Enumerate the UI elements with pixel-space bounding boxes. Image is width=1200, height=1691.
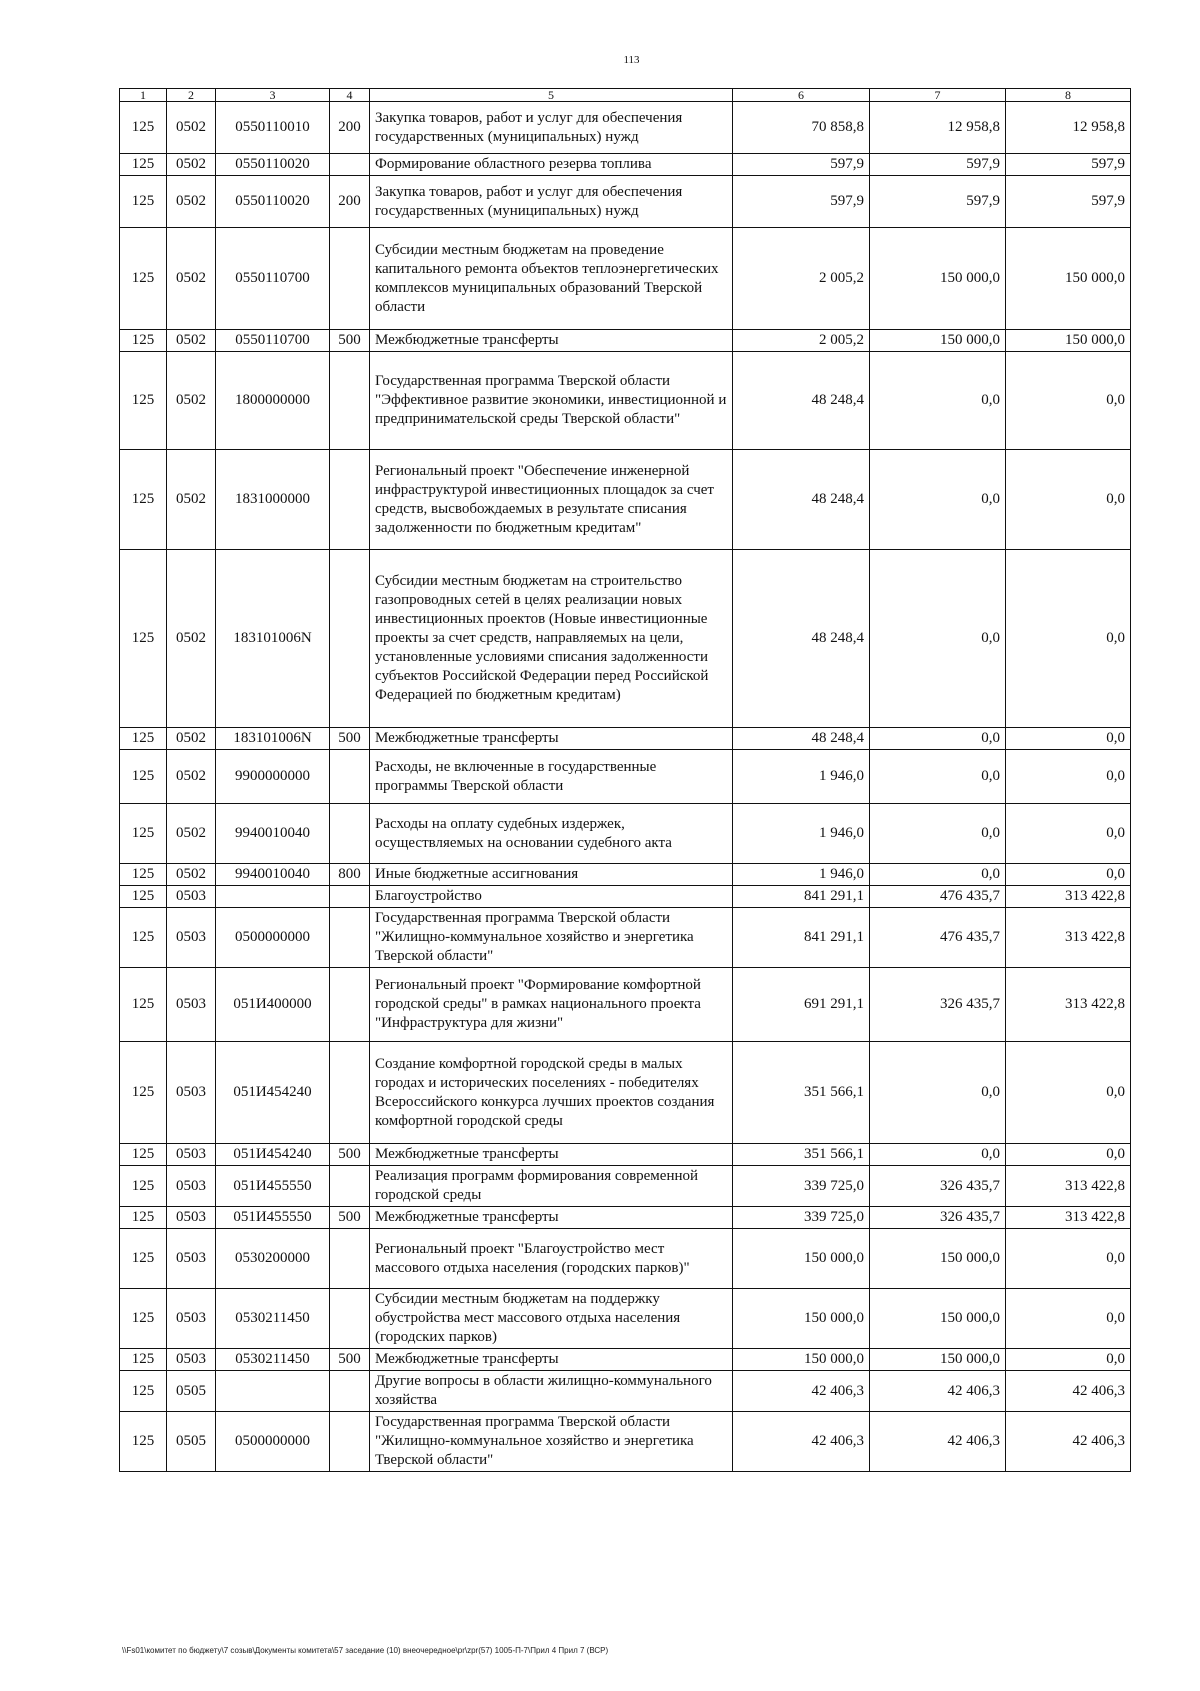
expense-type-cell: 800 [330,864,370,886]
section-code-cell: 0502 [167,352,216,450]
ved-cell: 125 [120,550,167,728]
ved-cell: 125 [120,176,167,228]
ved-cell: 125 [120,1207,167,1229]
expense-type-cell: 500 [330,330,370,352]
target-article-cell [216,886,330,908]
amount-col8-cell: 0,0 [1006,1229,1131,1289]
amount-col7-cell: 0,0 [870,864,1006,886]
amount-col6-cell: 48 248,4 [733,550,870,728]
table-row [120,1042,1131,1144]
expense-type-cell [330,804,370,864]
table-row [120,886,1131,908]
column-number: 3 [216,89,330,102]
amount-col7-cell: 0,0 [870,450,1006,550]
item-name-cell: Межбюджетные трансферты [370,1144,733,1166]
amount-col7-cell: 0,0 [870,804,1006,864]
expense-type-cell [330,750,370,804]
item-name-cell: Другие вопросы в области жилищно-коммунального хозяйства [370,1371,733,1412]
expense-type-cell [330,908,370,968]
table-row [120,728,1131,750]
amount-col7-cell: 0,0 [870,1144,1006,1166]
table-row [120,1349,1131,1371]
column-number-row [120,89,1131,102]
amount-col7-cell: 0,0 [870,728,1006,750]
table-row [120,750,1131,804]
amount-col6-cell: 351 566,1 [733,1144,870,1166]
budget-table [119,88,1131,1472]
ved-cell: 125 [120,352,167,450]
section-code-cell: 0505 [167,1371,216,1412]
table-row [120,968,1131,1042]
amount-col6-cell: 841 291,1 [733,886,870,908]
expense-type-cell [330,352,370,450]
amount-col6-cell: 2 005,2 [733,330,870,352]
section-code-cell: 0503 [167,1042,216,1144]
ved-cell: 125 [120,1144,167,1166]
table-row [120,1371,1131,1412]
item-name-cell: Межбюджетные трансферты [370,1207,733,1229]
ved-cell: 125 [120,1289,167,1349]
table-row [120,154,1131,176]
section-code-cell: 0502 [167,450,216,550]
target-article-cell: 0550110010 [216,102,330,154]
amount-col7-cell: 12 958,8 [870,102,1006,154]
amount-col7-cell: 150 000,0 [870,1349,1006,1371]
target-article-cell: 0500000000 [216,908,330,968]
section-code-cell: 0502 [167,728,216,750]
amount-col6-cell: 841 291,1 [733,908,870,968]
target-article-cell: 051И455550 [216,1166,330,1207]
target-article-cell: 0500000000 [216,1412,330,1472]
amount-col7-cell: 0,0 [870,750,1006,804]
item-name-cell: Закупка товаров, работ и услуг для обеспечения государственных (муниципальных) нужд [370,102,733,154]
amount-col6-cell: 48 248,4 [733,728,870,750]
expense-type-cell [330,1412,370,1472]
table-row [120,176,1131,228]
amount-col6-cell: 1 946,0 [733,750,870,804]
amount-col6-cell: 150 000,0 [733,1229,870,1289]
item-name-cell: Расходы, не включенные в государственные программы Тверской области [370,750,733,804]
table-row [120,1229,1131,1289]
column-number: 4 [330,89,370,102]
expense-type-cell: 500 [330,1207,370,1229]
amount-col8-cell: 0,0 [1006,352,1131,450]
amount-col7-cell: 0,0 [870,1042,1006,1144]
expense-type-cell [330,1371,370,1412]
item-name-cell: Субсидии местным бюджетам на строительство газопроводных сетей в целях реализации новых инвестиционных проектов (Новые инвестиционные проекты за счет средств, направляемых на цели, установленные условиями списания задолженности субъектов Российской Федерации перед Российской Федерацией по бюджетным кредитам) [370,550,733,728]
amount-col8-cell: 150 000,0 [1006,330,1131,352]
ved-cell: 125 [120,102,167,154]
amount-col7-cell: 476 435,7 [870,908,1006,968]
column-number: 2 [167,89,216,102]
item-name-cell: Региональный проект "Благоустройство мест массового отдыха населения (городских парков)" [370,1229,733,1289]
amount-col8-cell: 42 406,3 [1006,1371,1131,1412]
item-name-cell: Региональный проект "Обеспечение инженерной инфраструктурой инвестиционных площадок за счет средств, высвобождаемых в результате списания задолженности по бюджетным кредитам" [370,450,733,550]
item-name-cell: Создание комфортной городской среды в малых городах и исторических поселениях - победителях Всероссийского конкурса лучших проектов создания комфортной городской среды [370,1042,733,1144]
amount-col8-cell: 0,0 [1006,1042,1131,1144]
section-code-cell: 0502 [167,228,216,330]
amount-col8-cell: 0,0 [1006,1349,1131,1371]
amount-col7-cell: 326 435,7 [870,1207,1006,1229]
ved-cell: 125 [120,450,167,550]
expense-type-cell [330,228,370,330]
item-name-cell: Государственная программа Тверской области "Жилищно-коммунальное хозяйство и энергетика Тверской области" [370,1412,733,1472]
ved-cell: 125 [120,968,167,1042]
item-name-cell: Субсидии местным бюджетам на поддержку обустройства мест массового отдыха населения (городских парков) [370,1289,733,1349]
amount-col6-cell: 1 946,0 [733,804,870,864]
amount-col7-cell: 150 000,0 [870,330,1006,352]
footer-file-path: \\Fs01\комитет по бюджету\7 созыв\Документы комитета\57 заседание (10) внеочередное\pr\zpr(57) 1005-П-7\Прил 4 Прил 7 (ВСР) [122,1646,609,1655]
expense-type-cell [330,1042,370,1144]
table-row [120,1207,1131,1229]
amount-col8-cell: 0,0 [1006,550,1131,728]
amount-col6-cell: 351 566,1 [733,1042,870,1144]
amount-col7-cell: 42 406,3 [870,1371,1006,1412]
amount-col7-cell: 42 406,3 [870,1412,1006,1472]
expense-type-cell: 200 [330,176,370,228]
table-row [120,908,1131,968]
ved-cell: 125 [120,886,167,908]
table-row [120,1166,1131,1207]
column-number: 7 [870,89,1006,102]
amount-col8-cell: 0,0 [1006,450,1131,550]
amount-col8-cell: 313 422,8 [1006,968,1131,1042]
amount-col8-cell: 0,0 [1006,728,1131,750]
page-number: 113 [623,54,640,66]
amount-col6-cell: 150 000,0 [733,1289,870,1349]
expense-type-cell [330,968,370,1042]
amount-col6-cell: 48 248,4 [733,352,870,450]
item-name-cell: Иные бюджетные ассигнования [370,864,733,886]
expense-type-cell [330,450,370,550]
ved-cell: 125 [120,228,167,330]
target-article-cell [216,1371,330,1412]
target-article-cell: 0530211450 [216,1349,330,1371]
table-body [120,102,1131,1472]
expense-type-cell [330,1229,370,1289]
section-code-cell: 0502 [167,330,216,352]
amount-col7-cell: 0,0 [870,550,1006,728]
target-article-cell: 0550110700 [216,330,330,352]
amount-col8-cell: 0,0 [1006,804,1131,864]
item-name-cell: Расходы на оплату судебных издержек, осуществляемых на основании судебного акта [370,804,733,864]
section-code-cell: 0505 [167,1412,216,1472]
amount-col6-cell: 597,9 [733,176,870,228]
item-name-cell: Региональный проект "Формирование комфортной городской среды" в рамках национального проекта "Инфраструктура для жизни" [370,968,733,1042]
item-name-cell: Государственная программа Тверской области "Эффективное развитие экономики, инвестиционной и предпринимательской среды Тверской области" [370,352,733,450]
target-article-cell: 0530211450 [216,1289,330,1349]
section-code-cell: 0502 [167,864,216,886]
ved-cell: 125 [120,864,167,886]
expense-type-cell [330,154,370,176]
table-row [120,352,1131,450]
item-name-cell: Межбюджетные трансферты [370,330,733,352]
section-code-cell: 0503 [167,1166,216,1207]
amount-col8-cell: 0,0 [1006,1144,1131,1166]
item-name-cell: Реализация программ формирования современной городской среды [370,1166,733,1207]
amount-col7-cell: 150 000,0 [870,228,1006,330]
amount-col8-cell: 597,9 [1006,176,1131,228]
ved-cell: 125 [120,1371,167,1412]
table-row [120,1144,1131,1166]
section-code-cell: 0503 [167,1144,216,1166]
target-article-cell: 9940010040 [216,864,330,886]
section-code-cell: 0502 [167,154,216,176]
expense-type-cell: 500 [330,1144,370,1166]
amount-col6-cell: 339 725,0 [733,1166,870,1207]
amount-col6-cell: 597,9 [733,154,870,176]
table-row [120,330,1131,352]
table-row [120,550,1131,728]
ved-cell: 125 [120,1349,167,1371]
section-code-cell: 0503 [167,1289,216,1349]
amount-col6-cell: 70 858,8 [733,102,870,154]
section-code-cell: 0502 [167,750,216,804]
target-article-cell: 051И400000 [216,968,330,1042]
target-article-cell: 0550110020 [216,154,330,176]
target-article-cell: 051И454240 [216,1042,330,1144]
column-number: 8 [1006,89,1131,102]
ved-cell: 125 [120,1229,167,1289]
target-article-cell: 051И454240 [216,1144,330,1166]
amount-col8-cell: 597,9 [1006,154,1131,176]
amount-col8-cell: 0,0 [1006,1289,1131,1349]
target-article-cell: 183101006N [216,550,330,728]
ved-cell: 125 [120,750,167,804]
expense-type-cell: 200 [330,102,370,154]
table-row [120,1412,1131,1472]
table-row [120,228,1131,330]
amount-col6-cell: 48 248,4 [733,450,870,550]
section-code-cell: 0503 [167,1349,216,1371]
amount-col8-cell: 313 422,8 [1006,886,1131,908]
amount-col8-cell: 0,0 [1006,750,1131,804]
target-article-cell: 1800000000 [216,352,330,450]
amount-col6-cell: 1 946,0 [733,864,870,886]
amount-col6-cell: 42 406,3 [733,1412,870,1472]
amount-col6-cell: 339 725,0 [733,1207,870,1229]
amount-col7-cell: 326 435,7 [870,968,1006,1042]
ved-cell: 125 [120,804,167,864]
column-number: 5 [370,89,733,102]
expense-type-cell [330,550,370,728]
expense-type-cell: 500 [330,1349,370,1371]
item-name-cell: Благоустройство [370,886,733,908]
expense-type-cell [330,1289,370,1349]
expense-type-cell [330,886,370,908]
section-code-cell: 0503 [167,908,216,968]
table-row [120,102,1131,154]
ved-cell: 125 [120,728,167,750]
amount-col6-cell: 691 291,1 [733,968,870,1042]
target-article-cell: 0530200000 [216,1229,330,1289]
amount-col8-cell: 150 000,0 [1006,228,1131,330]
section-code-cell: 0502 [167,804,216,864]
amount-col7-cell: 150 000,0 [870,1289,1006,1349]
ved-cell: 125 [120,1166,167,1207]
amount-col8-cell: 0,0 [1006,864,1131,886]
ved-cell: 125 [120,1412,167,1472]
item-name-cell: Межбюджетные трансферты [370,1349,733,1371]
section-code-cell: 0503 [167,1207,216,1229]
item-name-cell: Межбюджетные трансферты [370,728,733,750]
amount-col8-cell: 313 422,8 [1006,1166,1131,1207]
target-article-cell: 051И455550 [216,1207,330,1229]
ved-cell: 125 [120,908,167,968]
section-code-cell: 0502 [167,176,216,228]
item-name-cell: Субсидии местным бюджетам на проведение капитального ремонта объектов теплоэнергетических комплексов муниципальных образований Тверской области [370,228,733,330]
target-article-cell: 1831000000 [216,450,330,550]
table-row [120,450,1131,550]
section-code-cell: 0502 [167,102,216,154]
expense-type-cell [330,1166,370,1207]
column-number: 6 [733,89,870,102]
amount-col6-cell: 150 000,0 [733,1349,870,1371]
amount-col8-cell: 313 422,8 [1006,1207,1131,1229]
amount-col7-cell: 476 435,7 [870,886,1006,908]
item-name-cell: Закупка товаров, работ и услуг для обеспечения государственных (муниципальных) нужд [370,176,733,228]
amount-col6-cell: 42 406,3 [733,1371,870,1412]
target-article-cell: 0550110020 [216,176,330,228]
item-name-cell: Государственная программа Тверской области "Жилищно-коммунальное хозяйство и энергетика Тверской области" [370,908,733,968]
item-name-cell: Формирование областного резерва топлива [370,154,733,176]
column-number: 1 [120,89,167,102]
target-article-cell: 183101006N [216,728,330,750]
amount-col7-cell: 326 435,7 [870,1166,1006,1207]
table-row [120,804,1131,864]
amount-col6-cell: 2 005,2 [733,228,870,330]
table-row [120,1289,1131,1349]
section-code-cell: 0502 [167,550,216,728]
ved-cell: 125 [120,1042,167,1144]
ved-cell: 125 [120,330,167,352]
amount-col7-cell: 150 000,0 [870,1229,1006,1289]
ved-cell: 125 [120,154,167,176]
target-article-cell: 0550110700 [216,228,330,330]
amount-col7-cell: 0,0 [870,352,1006,450]
section-code-cell: 0503 [167,1229,216,1289]
section-code-cell: 0503 [167,968,216,1042]
section-code-cell: 0503 [167,886,216,908]
expense-type-cell: 500 [330,728,370,750]
target-article-cell: 9900000000 [216,750,330,804]
amount-col7-cell: 597,9 [870,154,1006,176]
amount-col8-cell: 313 422,8 [1006,908,1131,968]
target-article-cell: 9940010040 [216,804,330,864]
table-row [120,864,1131,886]
amount-col8-cell: 12 958,8 [1006,102,1131,154]
amount-col8-cell: 42 406,3 [1006,1412,1131,1472]
amount-col7-cell: 597,9 [870,176,1006,228]
